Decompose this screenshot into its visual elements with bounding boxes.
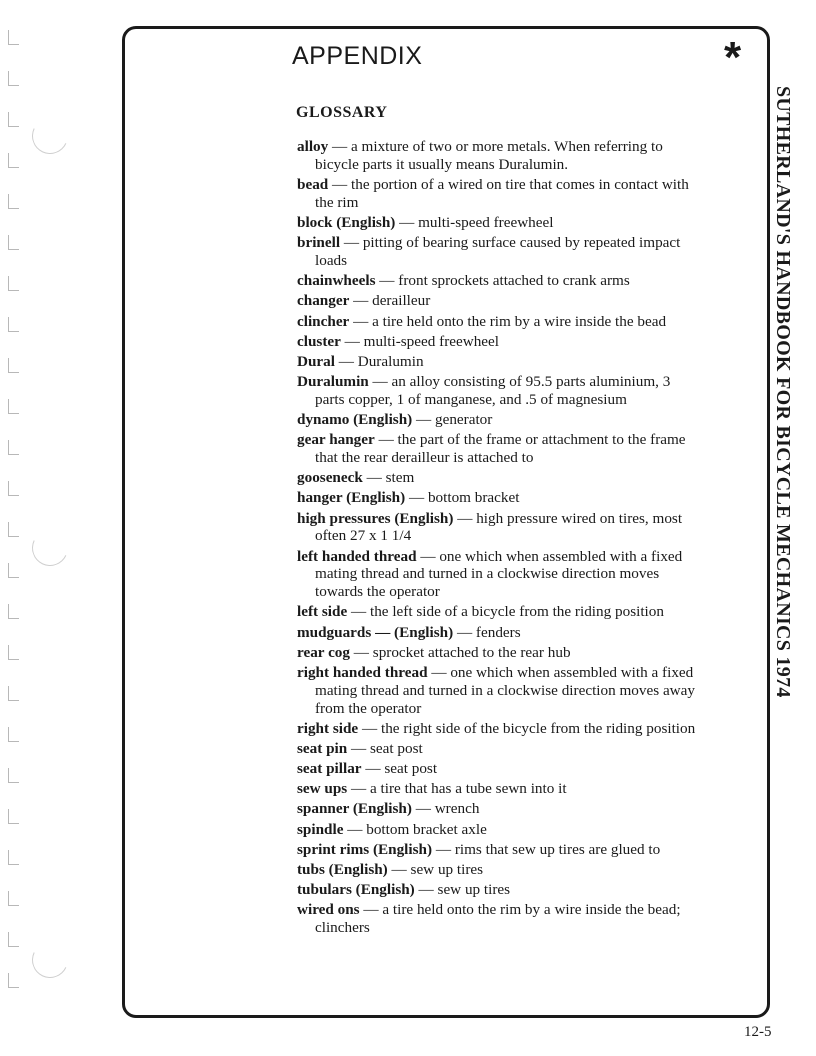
glossary-definition: — a tire held onto the rim by a wire inside the bead	[349, 312, 667, 330]
glossary-term: right side	[297, 719, 359, 737]
glossary-definition: — rims that sew up tires are glued to	[432, 840, 661, 858]
glossary-definition: — a tire that has a tube sewn into it	[347, 780, 567, 798]
glossary-definition: — pitting of bearing surface caused by repeated impact loads	[315, 234, 681, 269]
glossary-term: gear hanger	[297, 431, 375, 449]
binder-hole-mark	[8, 399, 19, 414]
glossary-definition: — front sprockets attached to crank arms	[375, 272, 630, 290]
glossary-term: mudguards — (English)	[297, 623, 454, 641]
glossary-term: left side	[297, 603, 348, 621]
binder-hole-marks	[8, 30, 28, 1030]
binder-hole-mark	[8, 358, 19, 373]
glossary-definition: — seat post	[347, 739, 423, 757]
glossary-term: bead	[297, 175, 329, 193]
glossary-term: seat pillar	[297, 760, 362, 778]
glossary-entry	[297, 272, 702, 290]
glossary-entry	[297, 431, 702, 467]
glossary-definition: — one which when assembled with a fixed mating thread and turned in a clockwise direction moves towards the operator	[315, 547, 683, 601]
glossary-term: gooseneck	[297, 469, 363, 487]
glossary-term: spanner (English)	[297, 800, 412, 818]
asterisk-icon: *	[724, 33, 742, 82]
glossary-definition: — bottom bracket axle	[343, 820, 487, 838]
glossary-definition: — derailleur	[349, 292, 431, 310]
glossary-entry	[297, 373, 702, 409]
binder-hole-mark	[8, 112, 19, 127]
binder-ring-mark	[27, 937, 73, 983]
binder-hole-mark	[8, 235, 19, 250]
glossary-term: tubulars (English)	[297, 881, 415, 899]
glossary-term: tubs (English)	[297, 861, 388, 879]
glossary-definition: — multi-speed freewheel	[340, 332, 500, 350]
glossary-entry	[297, 292, 702, 310]
binder-hole-mark	[8, 809, 19, 824]
binder-hole-mark	[8, 973, 19, 988]
glossary-entry	[297, 333, 702, 351]
glossary-term: wired ons	[297, 901, 360, 919]
glossary-entry	[297, 603, 702, 621]
glossary-entry	[297, 901, 702, 937]
glossary-definition: — sprocket attached to the rear hub	[350, 643, 571, 661]
binder-hole-mark	[8, 891, 19, 906]
glossary-term: cluster	[297, 332, 341, 350]
binder-hole-mark	[8, 30, 19, 45]
glossary-entry	[297, 720, 702, 738]
glossary-term: brinell	[297, 234, 341, 252]
glossary-term: rear cog	[297, 643, 350, 661]
glossary-term: chainwheels	[297, 272, 376, 290]
glossary-definition: — multi-speed freewheel	[395, 213, 554, 231]
glossary-entry	[297, 780, 702, 798]
glossary-term: right handed thread	[297, 663, 428, 681]
glossary-entry	[297, 664, 702, 717]
binder-hole-mark	[8, 481, 19, 496]
glossary-definition: — sew up tires	[387, 861, 484, 879]
binder-hole-mark	[8, 522, 19, 537]
glossary-entry	[297, 548, 702, 601]
glossary-definition: — the right side of the bicycle from the riding position	[358, 719, 696, 737]
glossary-entry	[297, 214, 702, 232]
glossary-entry	[297, 800, 702, 818]
glossary-definition: — high pressure wired on tires, most often 27 x 1 1/4	[315, 509, 683, 545]
glossary-entry	[297, 644, 702, 662]
page-number: 12-5	[744, 1024, 772, 1040]
binder-ring-mark	[27, 113, 73, 159]
glossary-entry	[297, 138, 702, 174]
glossary-term: dynamo (English)	[297, 411, 413, 429]
glossary-term: sprint rims (English)	[297, 840, 433, 858]
section-title: GLOSSARY	[296, 104, 388, 121]
binder-hole-mark	[8, 194, 19, 209]
glossary-entry	[297, 760, 702, 778]
glossary-definition: — a mixture of two or more metals. When referring to bicycle parts it usually means Duralumin.	[315, 138, 663, 173]
page-heading: APPENDIX	[292, 42, 423, 70]
glossary-entry	[297, 469, 702, 487]
glossary-term: seat pin	[297, 739, 348, 757]
binder-hole-mark	[8, 440, 19, 455]
binder-hole-mark	[8, 276, 19, 291]
glossary-term: alloy	[297, 138, 329, 155]
glossary-entry	[297, 740, 702, 758]
glossary-definition: — the part of the frame or attachment to the frame that the rear derailleur is attached to	[315, 431, 686, 467]
glossary-term: spindle	[297, 820, 344, 838]
binder-hole-mark	[8, 153, 19, 168]
binder-hole-mark	[8, 604, 19, 619]
glossary-term: changer	[297, 292, 350, 310]
glossary-entry	[297, 881, 702, 899]
glossary-term: Duralumin	[297, 373, 369, 391]
glossary-definition: — Duralumin	[334, 352, 424, 370]
binder-ring-mark	[27, 525, 73, 571]
glossary-entry	[297, 176, 702, 212]
glossary-term: block (English)	[297, 213, 396, 231]
glossary-term: left handed thread	[297, 547, 417, 565]
glossary-entry	[297, 313, 702, 331]
glossary-entry	[297, 624, 702, 642]
binder-hole-mark	[8, 563, 19, 578]
glossary-entry	[297, 841, 702, 859]
binder-hole-mark	[8, 317, 19, 332]
glossary-definition: — the left side of a bicycle from the riding position	[347, 603, 664, 621]
glossary-definition: — a tire held onto the rim by a wire inside the bead; clinchers	[315, 901, 681, 937]
glossary-definition: — wrench	[411, 800, 480, 818]
binder-hole-mark	[8, 850, 19, 865]
binder-hole-mark	[8, 932, 19, 947]
side-title: SUTHERLAND'S HANDBOOK FOR BICYCLE MECHANICS 1974	[772, 86, 794, 698]
glossary-entry	[297, 821, 702, 839]
glossary-entry	[297, 489, 702, 507]
glossary-definition: — seat post	[361, 760, 438, 778]
glossary-term: Dural	[297, 352, 335, 370]
glossary-term: hanger (English)	[297, 489, 406, 507]
glossary-entry	[297, 234, 702, 270]
glossary-definition: — fenders	[453, 623, 521, 641]
glossary-term: sew ups	[297, 780, 348, 798]
binder-hole-mark	[8, 686, 19, 701]
glossary-list	[297, 138, 702, 939]
glossary-definition: — the portion of a wired on tire that comes in contact with the rim	[315, 175, 689, 211]
glossary-definition: — generator	[412, 411, 493, 429]
glossary-definition: — stem	[362, 469, 415, 487]
glossary-term: clincher	[297, 312, 350, 330]
binder-hole-mark	[8, 727, 19, 742]
glossary-definition: — sew up tires	[414, 881, 511, 899]
glossary-definition: — bottom bracket	[405, 489, 520, 507]
binder-hole-mark	[8, 645, 19, 660]
binder-hole-mark	[8, 768, 19, 783]
glossary-definition: — an alloy consisting of 95.5 parts aluminium, 3 parts copper, 1 of manganese, and .5 of magnesium	[315, 373, 671, 408]
glossary-term: high pressures (English)	[297, 509, 454, 527]
glossary-entry	[297, 861, 702, 879]
glossary-entry	[297, 510, 702, 546]
glossary-definition: — one which when assembled with a fixed mating thread and turned in a clockwise direction moves away from the operator	[315, 663, 695, 717]
glossary-entry	[297, 411, 702, 429]
glossary-entry	[297, 353, 702, 371]
binder-hole-mark	[8, 71, 19, 86]
